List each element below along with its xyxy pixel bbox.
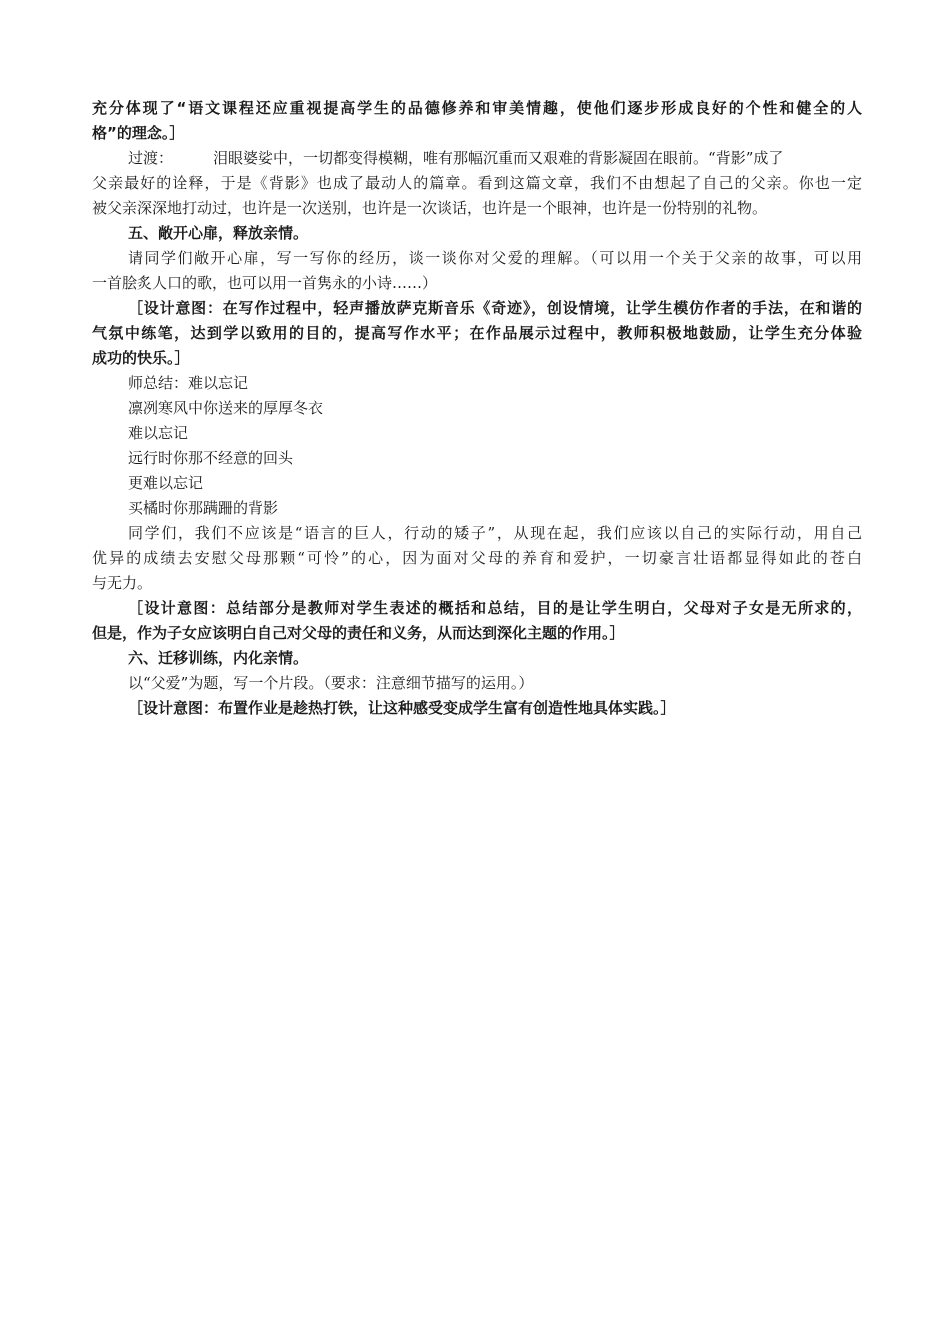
poem-line: 买橘时你那蹒跚的背影 [128,499,279,517]
poem-line: 难以忘记 [128,424,189,442]
design-intent-2-line-2: 但是，作为子女应该明白自己对父母的责任和义务，从而达到深化主题的作用。］ [92,624,625,642]
section-heading-5: 五、敞开心扉，释放亲情。 [128,224,309,242]
poem-line: 凛冽寒风中你送来的厚厚冬衣 [128,399,324,417]
transition-label: 过渡： [128,149,174,167]
writing-prompt-line-1: 请同学们敞开心扉，写一写你的经历，谈一谈你对父爱的理解。（可以用一个关于父亲的故事，可以用 [128,249,862,267]
poem-line: 师总结：难以忘记 [128,374,249,392]
paragraph-1-line-2: 格”的理念。］ [92,124,185,142]
poem-line: 远行时你那不经意的回头 [128,449,294,467]
design-intent-1-line-1: ［设计意图：在写作过程中，轻声播放萨克斯音乐《奇迹》，创设情境，让学生模仿作者的手法，在和谐的 [128,299,862,317]
transition-paragraph-line-1 [92,146,862,171]
design-intent-1-line-3: 成功的快乐。］ [92,349,190,367]
paragraph-1-line-1: 充分体现了“语文课程还应重视提高学生的品德修养和审美情趣，使他们逐步形成良好的个性和健全的人 [92,99,862,117]
transition-paragraph-line-3: 被父亲深深地打动过，也许是一次送别，也许是一次谈话，也许是一个眼神，也许是一份特别的礼物。 [92,199,768,217]
design-intent-1-line-2: 气氛中练笔，达到学以致用的目的，提高写作水平；在作品展示过程中，教师积极地鼓励，让学生充分体验 [92,324,862,342]
writing-prompt-line-2: 一首脍炙人口的歌，也可以用一首隽永的小诗……） [92,274,438,292]
design-intent-2-line-1: ［设计意图：总结部分是教师对学生表述的概括和总结，目的是让学生明白，父母对子女是无所求的， [128,599,862,617]
transition-paragraph-line-2: 父亲最好的诠释，于是《背影》也成了最动人的篇章。看到这篇文章，我们不由想起了自己的父亲。你也一定 [92,174,862,192]
assignment-paragraph: 以“父爱”为题，写一个片段。（要求：注意细节描写的运用。） [128,674,534,692]
conclusion-paragraph-line-3: 与无力。 [92,574,153,592]
section-heading-6: 六、迁移训练，内化亲情。 [128,649,309,667]
transition-text: 泪眼婆娑中，一切都变得模糊，唯有那幅沉重而又艰难的背影凝固在眼前。“背影”成了 [213,149,784,167]
design-intent-3: ［设计意图：布置作业是趁热打铁，让这种感受变成学生富有创造性地具体实践。］ [128,699,676,717]
document-page [92,96,862,721]
poem-line: 更难以忘记 [128,474,204,492]
conclusion-paragraph-line-2: 优异的成绩去安慰父母那颗“可怜”的心，因为面对父母的养育和爱护，一切豪言壮语都显得如此的苍白 [92,549,862,567]
conclusion-paragraph-line-1: 同学们，我们不应该是“语言的巨人，行动的矮子”，从现在起，我们应该以自己的实际行动，用自己 [128,524,862,542]
